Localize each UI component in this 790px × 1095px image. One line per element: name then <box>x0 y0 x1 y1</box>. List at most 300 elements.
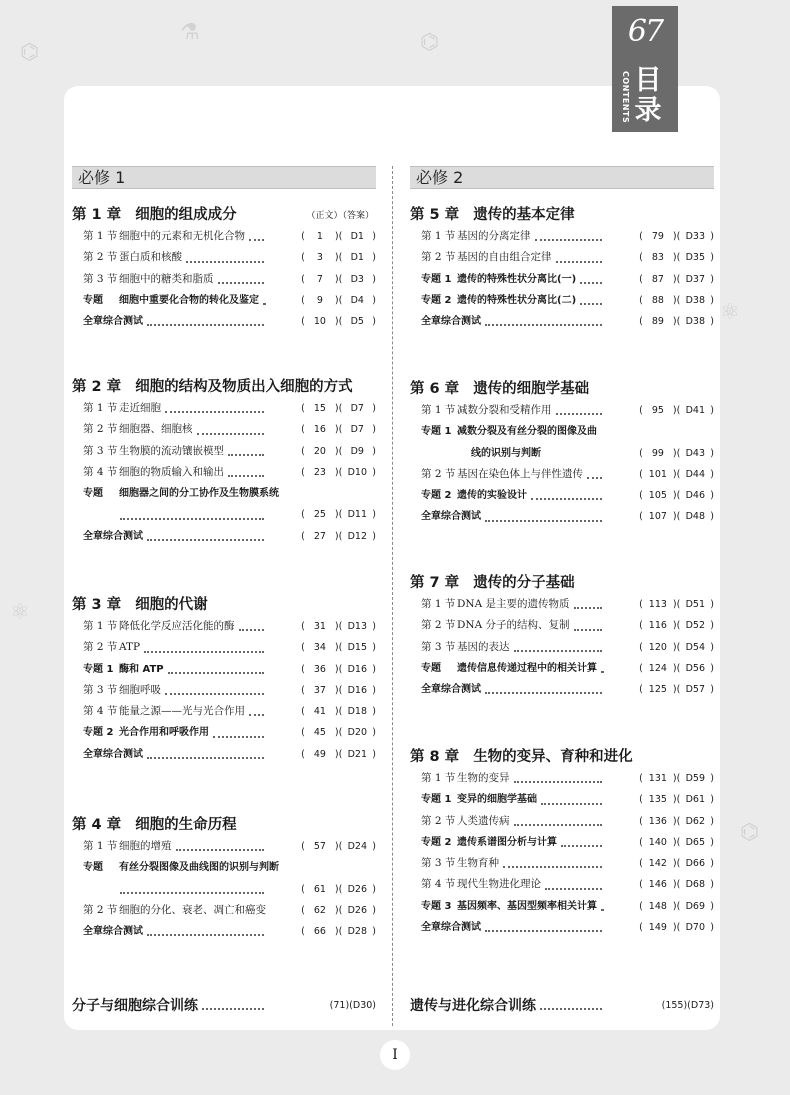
brand-logo: 67 <box>627 14 663 49</box>
section-number: 第 1 节 <box>83 840 118 852</box>
dot-leader <box>574 606 602 609</box>
toc-entry[interactable] <box>72 290 376 311</box>
text-page: 25 <box>313 509 326 521</box>
toc-entry[interactable] <box>72 441 376 462</box>
text-page: 149 <box>648 922 667 934</box>
section-number: 第 3 节 <box>83 683 118 696</box>
page-ref: ( 135 )( D61 ) <box>636 789 714 810</box>
toc-entry[interactable] <box>72 701 376 722</box>
toc-entry[interactable] <box>410 768 714 789</box>
page-ref: ( 9 )( D4 ) <box>298 290 376 311</box>
background-doodle-icon: ⌬ <box>20 40 40 65</box>
toc-entry[interactable] <box>72 226 376 247</box>
toc-entry[interactable] <box>72 419 376 440</box>
section-number: 第 1 节 <box>83 402 118 414</box>
page-ref: ( 95 )( D41 ) <box>636 400 714 421</box>
page-number: I <box>380 1040 410 1070</box>
page-ref: ( 31 )( D13 ) <box>298 616 376 637</box>
chapter-number: 第 6 章 <box>410 381 460 397</box>
section-number: 第 2 节 <box>83 251 118 264</box>
entry-title: 细胞呼吸 <box>119 683 161 696</box>
text-page: 136 <box>648 815 667 827</box>
answer-page: D66 <box>685 858 705 870</box>
section-number: 专题 3 <box>421 900 452 912</box>
answer-page: D24 <box>347 841 367 852</box>
page-ref: ( 105 )( D46 ) <box>636 485 714 506</box>
answer-page: D68 <box>685 879 705 891</box>
answer-page: D18 <box>347 706 367 718</box>
dot-leader <box>147 323 264 326</box>
toc-entry[interactable] <box>72 637 376 658</box>
summary-entry[interactable] <box>410 994 714 1018</box>
answer-page: D51 <box>685 599 705 610</box>
page-ref: ( 27 )( D12 ) <box>298 526 376 547</box>
answer-page: D65 <box>685 836 705 848</box>
chapter-block <box>72 814 376 942</box>
entry-title: ATP <box>119 641 141 654</box>
text-page: 16 <box>313 424 326 436</box>
dot-leader <box>574 628 602 631</box>
dot-leader <box>168 671 264 674</box>
entry-title: 全章综合测试 <box>83 926 143 938</box>
page-ref: ( 149 )( D70 ) <box>636 917 714 938</box>
section-number: 第 2 节 <box>421 619 456 632</box>
entry-title: 走近细胞 <box>119 402 161 414</box>
page-ref: ( 34 )( D15 ) <box>298 637 376 658</box>
chapter-block <box>72 204 376 332</box>
dot-leader <box>218 281 265 284</box>
page-ref: (71)(D30) <box>327 994 376 1018</box>
answer-page: D20 <box>347 727 367 739</box>
book-column-2 <box>410 166 714 1014</box>
text-page: 61 <box>313 883 326 895</box>
toc-entry[interactable] <box>410 485 714 506</box>
page-ref: ( 89 )( D38 ) <box>636 311 714 332</box>
page-ref: ( 107 )( D48 ) <box>636 506 714 527</box>
text-page: 105 <box>648 490 667 502</box>
text-page: 83 <box>651 252 664 264</box>
toc-entry[interactable] <box>410 594 714 615</box>
toc-entry[interactable] <box>410 615 714 636</box>
page-ref: ( 7 )( D3 ) <box>298 269 376 290</box>
answer-page: D43 <box>685 447 705 459</box>
dot-leader <box>120 891 264 894</box>
chapter-block <box>410 378 714 528</box>
page-ref: ( 99 )( D43 ) <box>636 443 714 464</box>
page-ref: ( 23 )( D10 ) <box>298 462 376 483</box>
answer-page: D11 <box>347 509 367 521</box>
toc-entry[interactable] <box>410 853 714 874</box>
page-ref: ( 45 )( D20 ) <box>298 722 376 743</box>
text-page: 155 <box>665 1000 684 1011</box>
chapter-name: 生物的变异、育种和进化 <box>473 749 633 765</box>
toc-entry[interactable] <box>72 921 376 942</box>
page-ref: ( 125 )( D57 ) <box>636 679 714 700</box>
section-number: 第 3 节 <box>421 857 456 870</box>
entry-title: 全章综合测试 <box>421 511 481 523</box>
entry-title: 全章综合测试 <box>83 530 143 542</box>
text-page: 89 <box>651 316 664 328</box>
answer-page: D59 <box>685 773 705 784</box>
text-page: 140 <box>648 836 667 848</box>
text-page: 131 <box>648 773 667 784</box>
page-ref: ( 131 )( D59 ) <box>636 768 714 789</box>
dot-leader <box>165 692 264 695</box>
answer-page: D56 <box>685 662 705 674</box>
chapter-block <box>410 746 714 938</box>
section-number: 第 1 节 <box>421 772 456 784</box>
answer-page: D37 <box>685 273 705 285</box>
dot-leader <box>580 281 602 284</box>
entry-title: 全章综合测试 <box>421 316 481 328</box>
page-ref: ( 87 )( D37 ) <box>636 269 714 290</box>
page-ref: ( 116 )( D52 ) <box>636 615 714 636</box>
background-doodle-icon: ⚗ <box>180 20 200 45</box>
entry-title: 细胞器、细胞核 <box>119 423 193 436</box>
chapter-number: 第 3 章 <box>72 597 122 613</box>
entry-title: 全章综合测试 <box>83 748 143 760</box>
text-page: 23 <box>313 466 326 478</box>
answer-page: D7 <box>350 403 364 414</box>
toc-entry[interactable] <box>410 421 714 464</box>
answer-page: D30 <box>352 1000 373 1011</box>
dot-leader <box>144 650 264 653</box>
page-ref: ( 37 )( D16 ) <box>298 680 376 701</box>
page-ref: ( 41 )( D18 ) <box>298 701 376 722</box>
toc-entry[interactable] <box>72 311 376 332</box>
toc-entry[interactable] <box>410 789 714 810</box>
toc-entry[interactable] <box>72 722 376 743</box>
toc-entry[interactable] <box>410 226 714 247</box>
section-number: 专题 <box>83 294 103 306</box>
chapter-block <box>410 204 714 332</box>
answer-page: D35 <box>685 252 705 264</box>
toc-entry[interactable] <box>72 857 376 900</box>
book-header: 必修 2 <box>410 166 714 189</box>
section-number: 第 1 节 <box>421 404 456 416</box>
page-ref: ( 146 )( D68 ) <box>636 874 714 895</box>
entry-title: DNA 分子的结构、复制 <box>457 619 570 632</box>
page-ref: ( 136 )( D62 ) <box>636 811 714 832</box>
page-ref: ( 140 )( D65 ) <box>636 832 714 853</box>
text-page: 99 <box>651 447 664 459</box>
toc-entry[interactable] <box>410 400 714 421</box>
chapter-name: 遗传的细胞学基础 <box>473 381 590 397</box>
toc-entry[interactable] <box>72 269 376 290</box>
entry-title: 减数分裂和受精作用 <box>457 404 552 416</box>
text-page: 45 <box>313 727 326 739</box>
answer-page: D38 <box>685 294 705 306</box>
chapter-title <box>72 594 376 616</box>
entry-title: 细胞的分化、衰老、凋亡和癌变 <box>119 903 266 916</box>
toc-entry[interactable] <box>410 896 714 917</box>
entry-title: 生物膜的流动镶嵌模型 <box>119 444 224 457</box>
dot-leader <box>120 517 264 520</box>
entry-title: 细胞的增殖 <box>119 840 172 852</box>
section-number: 第 2 节 <box>421 467 456 480</box>
book-column-1 <box>72 166 376 1014</box>
dot-leader <box>556 260 603 263</box>
dot-leader <box>147 933 264 936</box>
dot-leader <box>263 302 264 305</box>
entry-title-line2: 线的识别与判断 <box>471 447 541 459</box>
entry-title: 变异的细胞学基础 <box>457 794 537 806</box>
chapter-number: 第 1 章 <box>72 207 122 223</box>
answer-page: D57 <box>685 684 705 696</box>
page-ref: ( 15 )( D7 ) <box>298 398 376 419</box>
toc-entry[interactable] <box>410 290 714 311</box>
text-page: 124 <box>648 662 667 674</box>
text-page: 116 <box>648 620 667 632</box>
answer-page: D48 <box>685 511 705 523</box>
section-number: 第 2 节 <box>421 251 456 264</box>
entry-title: 遗传系谱图分析与计算 <box>457 836 557 848</box>
section-number: 第 3 节 <box>421 640 456 653</box>
text-page: 148 <box>648 900 667 912</box>
dot-leader <box>545 887 602 890</box>
summary-title: 遗传与进化综合训练 <box>410 998 536 1014</box>
entry-title: 全章综合测试 <box>421 684 481 696</box>
section-number: 专题 <box>83 862 103 874</box>
page-ref: ( 83 )( D35 ) <box>636 247 714 268</box>
answer-page: D16 <box>347 663 367 675</box>
answer-page: D3 <box>350 273 364 285</box>
contents-label: CONTENTS <box>621 70 630 124</box>
toc-entry[interactable] <box>410 247 714 268</box>
toc-entry[interactable] <box>410 658 714 679</box>
text-page: 125 <box>648 684 667 696</box>
column-divider <box>392 166 393 1026</box>
chapter-number: 第 4 章 <box>72 817 122 833</box>
entry-title: 遗传的实验设计 <box>457 490 527 502</box>
section-number: 第 1 节 <box>421 598 456 610</box>
entry-title: 降低化学反应活化能的酶 <box>119 620 235 632</box>
dot-leader <box>503 865 602 868</box>
section-number: 第 3 节 <box>83 444 118 457</box>
text-page: 34 <box>313 642 326 654</box>
chapter-title <box>410 378 714 400</box>
answer-page: D41 <box>685 405 705 416</box>
toc-entry[interactable] <box>410 637 714 658</box>
page-ref: ( 49 )( D21 ) <box>298 744 376 765</box>
section-number: 第 4 节 <box>83 705 118 718</box>
dot-leader <box>601 908 602 911</box>
dot-leader <box>540 1007 602 1010</box>
dot-leader <box>147 756 264 759</box>
answer-page: D1 <box>350 252 364 264</box>
entry-title: 基因频率、基因型频率相关计算 <box>457 900 597 912</box>
text-page: 31 <box>313 621 326 632</box>
entry-title: 细胞的物质输入和输出 <box>119 465 224 478</box>
toc-entry[interactable] <box>72 680 376 701</box>
text-page: 120 <box>648 641 667 653</box>
section-number: 专题 2 <box>421 836 452 848</box>
chapter-name: 遗传的基本定律 <box>473 207 575 223</box>
answer-page: D16 <box>347 684 367 696</box>
page-ref: ( 3 )( D1 ) <box>298 247 376 268</box>
entry-title: 光合作用和呼吸作用 <box>119 727 209 739</box>
chapter-number: 第 8 章 <box>410 749 460 765</box>
dot-leader <box>485 323 602 326</box>
entry-title: 能量之源——光与光合作用 <box>119 705 245 718</box>
toc-entry[interactable] <box>72 900 376 921</box>
contents-tab <box>612 6 678 132</box>
answer-page: D62 <box>685 815 705 827</box>
toc-entry[interactable] <box>72 744 376 765</box>
entry-title: 基因的自由组合定律 <box>457 251 552 264</box>
toc-entry[interactable] <box>72 526 376 547</box>
entry-title: 遗传信息传递过程中的相关计算 <box>457 662 597 674</box>
entry-title: 基因的表达 <box>457 640 510 653</box>
dot-leader <box>213 735 264 738</box>
answer-page: D61 <box>685 794 705 806</box>
text-page: 1 <box>316 231 323 242</box>
text-page: 142 <box>648 858 667 870</box>
text-page: 95 <box>651 405 664 416</box>
text-page: 15 <box>313 403 326 414</box>
dot-leader <box>249 238 264 241</box>
page-ref: ( 16 )( D7 ) <box>298 419 376 440</box>
entry-title: 遗传的特殊性状分离比(二) <box>457 294 577 306</box>
column-legend: （正文）（答案） <box>306 211 374 221</box>
entry-title: 现代生物进化理论 <box>457 878 541 891</box>
entry-title: 全章综合测试 <box>421 922 481 934</box>
toc-entry[interactable] <box>410 832 714 853</box>
entry-title: 基因在染色体上与伴性遗传 <box>457 467 583 480</box>
dot-leader <box>514 649 603 652</box>
section-number: 专题 1 <box>421 273 452 285</box>
entry-title: 生物育种 <box>457 857 499 870</box>
dot-leader <box>535 238 603 241</box>
dot-leader <box>541 802 602 805</box>
chapter-title <box>72 204 376 226</box>
toc-entry[interactable] <box>410 917 714 938</box>
page-ref: ( 57 )( D24 ) <box>298 836 376 857</box>
dot-leader <box>531 497 602 500</box>
text-page: 20 <box>313 445 326 457</box>
toc-entry[interactable] <box>72 483 376 526</box>
chapter-title <box>72 814 376 836</box>
page-ref: (155)(D73) <box>659 994 714 1018</box>
entry-title: 减数分裂及有丝分裂的图像及曲 <box>457 426 597 438</box>
section-number: 专题 1 <box>83 663 114 675</box>
page-ref: ( 142 )( D66 ) <box>636 853 714 874</box>
dot-leader <box>485 929 602 932</box>
dot-leader <box>514 823 603 826</box>
text-page: 36 <box>313 663 326 675</box>
text-page: 101 <box>648 468 667 480</box>
answer-page: D10 <box>347 466 367 478</box>
toc-entry[interactable] <box>410 679 714 700</box>
section-number: 专题 <box>83 488 103 500</box>
text-page: 49 <box>313 748 326 760</box>
page-title: 目录 <box>634 65 662 126</box>
chapter-block <box>72 376 376 547</box>
toc-entry[interactable] <box>72 247 376 268</box>
page-ref: ( 61 )( D26 ) <box>298 879 376 900</box>
entry-title: 基因的分离定律 <box>457 230 531 242</box>
background-doodle-icon: ⌬ <box>740 820 760 845</box>
toc-entry[interactable] <box>72 398 376 419</box>
dot-leader <box>556 412 603 415</box>
chapter-name: 细胞的组成成分 <box>135 207 237 223</box>
dot-leader <box>197 432 265 435</box>
dot-leader <box>239 628 265 631</box>
background-doodle-icon: ⚛ <box>720 300 740 325</box>
toc-entry[interactable] <box>410 269 714 290</box>
toc-entry[interactable] <box>410 311 714 332</box>
chapter-block <box>410 572 714 700</box>
page-ref: ( 120 )( D54 ) <box>636 637 714 658</box>
entry-title: 细胞器之间的分工协作及生物膜系统 <box>119 488 279 500</box>
dot-leader <box>228 474 264 477</box>
text-page: 66 <box>313 926 326 938</box>
dot-leader <box>147 538 264 541</box>
toc-entry[interactable] <box>410 811 714 832</box>
text-page: 41 <box>313 706 326 718</box>
dot-leader <box>485 691 602 694</box>
text-page: 71 <box>333 1000 346 1011</box>
toc-entry[interactable] <box>410 464 714 485</box>
page-ref: ( 36 )( D16 ) <box>298 659 376 680</box>
dot-leader <box>485 519 602 522</box>
entry-title: 遗传的特殊性状分离比(一) <box>457 273 577 285</box>
toc-entry[interactable] <box>72 462 376 483</box>
toc-entry[interactable] <box>410 874 714 895</box>
dot-leader <box>561 844 602 847</box>
section-number: 专题 1 <box>421 426 452 438</box>
answer-page: D1 <box>350 231 364 242</box>
section-number: 第 4 节 <box>83 465 118 478</box>
entry-title: 细胞中重要化合物的转化及鉴定 <box>119 294 259 306</box>
page-ref: ( 148 )( D69 ) <box>636 896 714 917</box>
answer-page: D5 <box>350 316 364 328</box>
chapter-number: 第 7 章 <box>410 575 460 591</box>
answer-page: D4 <box>350 294 364 306</box>
text-page: 9 <box>316 294 323 306</box>
answer-page: D33 <box>685 231 705 242</box>
section-number: 第 1 节 <box>421 230 456 242</box>
entry-title: 细胞中的元素和无机化合物 <box>119 230 245 242</box>
entry-title: 生物的变异 <box>457 772 510 784</box>
section-number: 第 2 节 <box>421 814 456 827</box>
text-page: 113 <box>648 599 667 610</box>
answer-page: D28 <box>347 926 367 938</box>
summary-entry[interactable] <box>72 994 376 1018</box>
dot-leader <box>249 713 264 716</box>
book-header: 必修 1 <box>72 166 376 189</box>
toc-entry[interactable] <box>72 616 376 637</box>
section-number: 专题 1 <box>421 794 452 806</box>
text-page: 79 <box>651 231 664 242</box>
page-ref: ( 113 )( D51 ) <box>636 594 714 615</box>
chapter-name: 细胞的代谢 <box>135 597 208 613</box>
answer-page: D44 <box>685 468 705 480</box>
toc-entry[interactable] <box>410 506 714 527</box>
answer-page: D13 <box>347 621 367 632</box>
section-number: 第 2 节 <box>83 423 118 436</box>
entry-title: DNA 是主要的遗传物质 <box>457 598 570 610</box>
answer-page: D46 <box>685 490 705 502</box>
toc-entry[interactable] <box>72 836 376 857</box>
page-ref: ( 1 )( D1 ) <box>298 226 376 247</box>
chapter-name: 遗传的分子基础 <box>473 575 575 591</box>
page-ref: ( 124 )( D56 ) <box>636 658 714 679</box>
entry-title: 酶和 ATP <box>119 663 164 675</box>
entry-title: 蛋白质和核酸 <box>119 251 182 264</box>
text-page: 87 <box>651 273 664 285</box>
toc-entry[interactable] <box>72 659 376 680</box>
